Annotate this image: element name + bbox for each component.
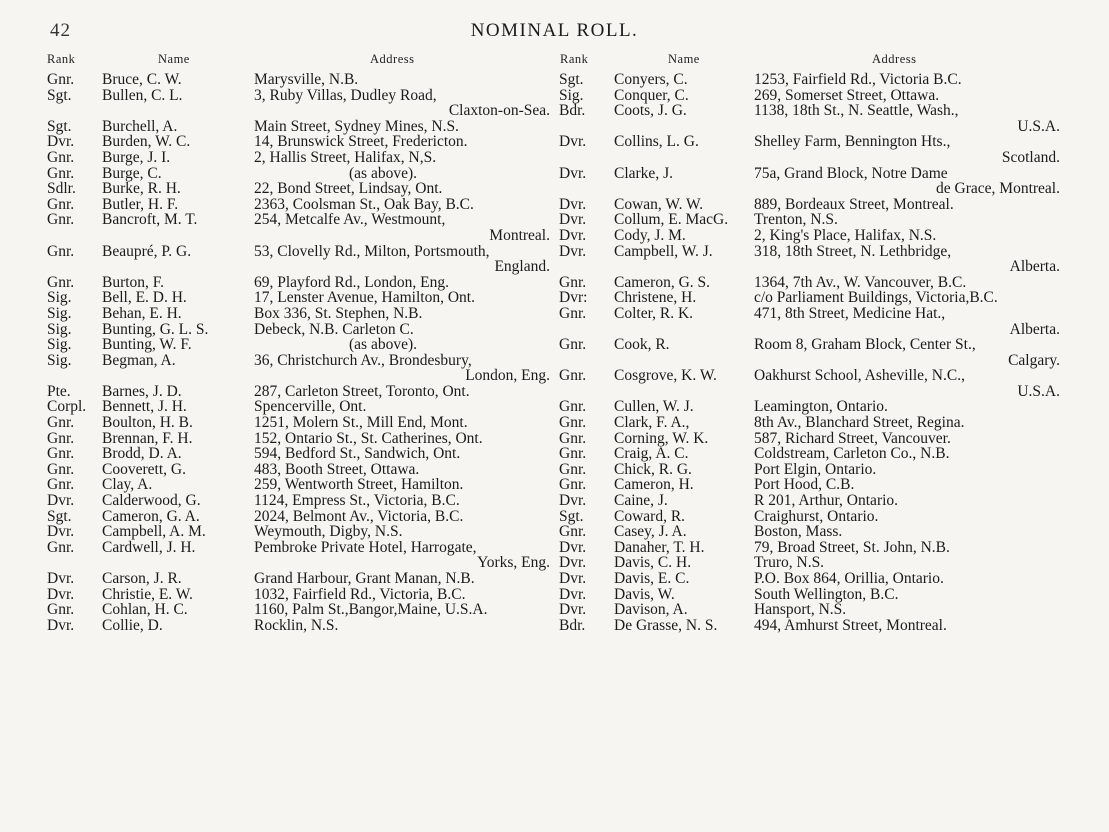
- name-line: Beaupré, P. G.: [102, 242, 192, 260]
- address-line: 1032, Fairfield Rd., Victoria, B.C.: [254, 585, 466, 603]
- address-line: Truro, N.S.: [754, 554, 825, 572]
- name-line: Carson, J. R.: [102, 570, 182, 587]
- rank-line: Gnr.: [47, 429, 75, 447]
- name-line: De Grasse, N. S.: [614, 616, 718, 634]
- name-line: Corning, W. K.: [614, 429, 709, 447]
- address-line: de Grace, Montreal.: [936, 180, 1060, 198]
- address-line: Boston, Mass.: [754, 523, 843, 541]
- name-line: Christene, H.: [614, 289, 697, 307]
- address-line: 152, Ontario St., St. Catherines, Ont.: [254, 429, 483, 447]
- rank-line: Bdr.: [559, 102, 586, 120]
- address-line: 14, Brunswick Street, Fredericton.: [254, 133, 468, 151]
- name-line: Coward, R.: [614, 507, 686, 525]
- rank-line: Gnr.: [559, 476, 587, 494]
- left-address-column: [254, 72, 550, 633]
- address-line: Trenton, N.S.: [754, 211, 838, 229]
- name-line: [614, 119, 752, 135]
- rank-line: [47, 228, 102, 244]
- address-line: Craighurst, Ontario.: [754, 507, 879, 525]
- address-line: Room 8, Graham Block, Center St.,: [754, 336, 976, 354]
- name-line: Bell, E. D. H.: [102, 289, 187, 307]
- address-line: 1124, Empress St., Victoria, B.C.: [254, 492, 460, 510]
- name-line: Collie, D.: [102, 616, 163, 634]
- header-name-right: Name: [668, 52, 700, 66]
- rank-line: Dvr.: [47, 523, 75, 541]
- rank-line: Gnr.: [47, 195, 75, 213]
- right-address-column: [754, 72, 1060, 633]
- name-line: [614, 150, 752, 166]
- rank-line: Gnr.: [559, 336, 587, 354]
- rank-line: Gnr.: [47, 164, 75, 182]
- address-line: 22, Bond Street, Lindsay, Ont.: [254, 180, 443, 198]
- name-line: Burton, F.: [102, 273, 165, 291]
- name-line: Bancroft, M. T.: [102, 211, 198, 229]
- name-line: Davis, C. H.: [614, 554, 692, 572]
- name-line: [614, 259, 752, 275]
- rank-line: [559, 353, 614, 369]
- name-line: Coots, J. G.: [614, 102, 687, 120]
- rank-line: Gnr.: [47, 538, 75, 556]
- name-line: Clarke, J.: [614, 164, 673, 182]
- rank-line: Gnr.: [559, 445, 587, 463]
- rank-line: Bdr.: [559, 616, 586, 634]
- address-line: 1253, Fairfield Rd., Victoria B.C.: [754, 71, 962, 88]
- address-line: 75a, Grand Block, Notre Dame: [754, 164, 948, 182]
- address-line: Leamington, Ontario.: [754, 398, 888, 416]
- name-line: Clark, F. A.,: [614, 414, 690, 432]
- address-line: Port Elgin, Ontario.: [754, 460, 877, 478]
- name-line: Cody, J. M.: [614, 226, 686, 244]
- rank-line: Gnr.: [559, 367, 587, 385]
- rank-line: Gnr.: [47, 211, 75, 229]
- rank-line: Sgt.: [47, 117, 72, 135]
- address-line: 2024, Belmont Av., Victoria, B.C.: [254, 507, 464, 525]
- address-line: U.S.A.: [1017, 382, 1060, 400]
- rank-line: Gnr.: [47, 71, 75, 88]
- rank-line: Sig.: [47, 289, 72, 307]
- rank-line: Gnr.: [559, 398, 587, 416]
- address-line: c/o Parliament Buildings, Victoria,B.C.: [754, 289, 998, 307]
- header-address-left: Address: [370, 52, 415, 66]
- address-line: 17, Lenster Avenue, Hamilton, Ont.: [254, 289, 475, 307]
- name-line: Davison, A.: [614, 601, 688, 619]
- address-line: Coldstream, Carleton Co., N.B.: [754, 445, 950, 463]
- rank-line: [559, 259, 614, 275]
- name-line: Davis, W.: [614, 585, 675, 603]
- rank-line: Dvr:: [559, 289, 588, 307]
- rank-line: Gnr.: [47, 445, 75, 463]
- rank-line: Dvr.: [47, 492, 75, 510]
- address-line: Port Hood, C.B.: [754, 476, 855, 494]
- rank-line: [559, 150, 614, 166]
- name-line: Conyers, C.: [614, 71, 688, 88]
- name-line: [614, 384, 752, 400]
- address-line: London, Eng.: [465, 367, 550, 385]
- name-line: Bennett, J. H.: [102, 398, 187, 416]
- rank-line: Gnr.: [559, 460, 587, 478]
- rank-line: [47, 259, 102, 275]
- header-rank-left: Rank: [47, 52, 76, 66]
- name-line: Butler, H. F.: [102, 195, 179, 213]
- rank-line: Gnr.: [559, 273, 587, 291]
- page-number: 42: [50, 20, 71, 41]
- address-line: (as above).: [349, 164, 417, 182]
- name-line: Bunting, G. L. S.: [102, 320, 209, 338]
- address-line: 8th Av., Blanchard Street, Regina.: [754, 414, 965, 432]
- name-line: Davis, E. C.: [614, 570, 690, 587]
- rank-line: Gnr.: [47, 414, 75, 432]
- rank-line: Gnr.: [559, 523, 587, 541]
- rank-line: Dvr.: [559, 601, 587, 619]
- address-line: Shelley Farm, Bennington Hts.,: [754, 133, 951, 151]
- rank-line: Sig.: [47, 320, 72, 338]
- name-line: [102, 259, 252, 275]
- name-line: Cook, R.: [614, 336, 670, 354]
- name-line: [102, 103, 252, 119]
- name-line: Bullen, C. L.: [102, 86, 183, 104]
- rank-line: Sig.: [47, 351, 72, 369]
- rank-line: Dvr.: [47, 585, 75, 603]
- rank-line: Dvr.: [559, 133, 587, 151]
- name-line: Casey, J. A.: [614, 523, 687, 541]
- address-line: 36, Christchurch Av., Brondesbury,: [254, 351, 472, 369]
- name-line: Burden, W. C.: [102, 133, 191, 151]
- rank-line: Dvr.: [559, 570, 587, 587]
- address-line: 494, Amhurst Street, Montreal.: [754, 616, 947, 634]
- address-line: Marysville, N.B.: [254, 71, 359, 88]
- rank-line: Dvr.: [559, 492, 587, 510]
- rank-line: Dvr.: [559, 211, 587, 229]
- name-line: Burchell, A.: [102, 117, 178, 135]
- rank-line: Dvr.: [559, 195, 587, 213]
- address-line: 2, Hallis Street, Halifax, N,S.: [254, 148, 437, 166]
- rank-line: Dvr.: [559, 585, 587, 603]
- name-line: Cameron, H.: [614, 476, 694, 494]
- rank-line: Dvr.: [47, 616, 75, 634]
- address-line: 79, Broad Street, St. John, N.B.: [754, 538, 950, 556]
- name-line: Campbell, A. M.: [102, 523, 206, 541]
- name-line: [614, 181, 752, 197]
- rank-line: Dvr.: [47, 570, 75, 587]
- rank-line: Dvr.: [559, 242, 587, 260]
- address-line: Montreal.: [489, 226, 550, 244]
- address-line: Oakhurst School, Asheville, N.C.,: [754, 367, 965, 385]
- right-name-column: [614, 72, 752, 633]
- address-line: 254, Metcalfe Av., Westmount,: [254, 211, 446, 229]
- rank-line: Gnr.: [559, 414, 587, 432]
- address-line: Box 336, St. Stephen, N.B.: [254, 304, 423, 322]
- address-line: 1138, 18th St., N. Seattle, Wash.,: [754, 102, 959, 120]
- rank-line: [47, 103, 102, 119]
- name-line: [102, 228, 252, 244]
- rank-line: Gnr.: [47, 242, 75, 260]
- rank-line: Gnr.: [47, 476, 75, 494]
- left-rank-column: [47, 72, 102, 633]
- address-line: 1364, 7th Av., W. Vancouver, B.C.: [754, 273, 967, 291]
- name-line: Begman, A.: [102, 351, 176, 369]
- name-line: Behan, E. H.: [102, 304, 182, 322]
- name-line: Chick, R. G.: [614, 460, 692, 478]
- name-line: Calderwood, G.: [102, 492, 201, 510]
- rank-line: Sgt.: [47, 507, 72, 525]
- address-line: 1251, Molern St., Mill End, Mont.: [254, 414, 468, 432]
- name-line: Clay, A.: [102, 476, 153, 494]
- rank-line: Pte.: [47, 382, 71, 400]
- rank-line: Gnr.: [559, 429, 587, 447]
- name-line: Craig, A. C.: [614, 445, 689, 463]
- header-name-left: Name: [158, 52, 190, 66]
- address-line: Hansport, N.S.: [754, 601, 847, 619]
- rank-line: Sgt.: [559, 71, 584, 88]
- address-line: Pembroke Private Hotel, Harrogate,: [254, 538, 477, 556]
- name-line: Boulton, H. B.: [102, 414, 193, 432]
- name-line: [102, 368, 252, 384]
- address-line: Calgary.: [1008, 351, 1060, 369]
- address-line: Spencerville, Ont.: [254, 398, 367, 416]
- name-line: Brodd, D. A.: [102, 445, 182, 463]
- rank-line: [559, 384, 614, 400]
- address-line: 1160, Palm St.,Bangor,Maine, U.S.A.: [254, 601, 488, 619]
- name-line: Campbell, W. J.: [614, 242, 713, 260]
- address-line: Grand Harbour, Grant Manan, N.B.: [254, 570, 475, 587]
- name-line: Burge, C.: [102, 164, 162, 182]
- address-line: Main Street, Sydney Mines, N.S.: [254, 117, 459, 135]
- address-line: 269, Somerset Street, Ottawa.: [754, 86, 940, 104]
- rank-line: Sig.: [559, 86, 584, 104]
- address-line: 471, 8th Street, Medicine Hat.,: [754, 304, 946, 322]
- name-line: Barnes, J. D.: [102, 382, 182, 400]
- name-line: [614, 353, 752, 369]
- rank-line: Dvr.: [559, 538, 587, 556]
- address-line: England.: [494, 258, 550, 276]
- name-line: Cohlan, H. C.: [102, 601, 188, 619]
- rank-line: Sgt.: [47, 86, 72, 104]
- rank-line: [47, 555, 102, 571]
- header-rank-right: Rank: [560, 52, 589, 66]
- address-line: Scotland.: [1001, 148, 1060, 166]
- address-line: 318, 18th Street, N. Lethbridge,: [754, 242, 952, 260]
- rank-line: [559, 119, 614, 135]
- address-line: Alberta.: [1009, 320, 1060, 338]
- name-line: Cameron, G. S.: [614, 273, 711, 291]
- rank-line: Gnr.: [47, 601, 75, 619]
- left-name-column: [102, 72, 252, 633]
- rank-line: Gnr.: [559, 304, 587, 322]
- right-rank-column: [559, 72, 614, 633]
- name-line: Danaher, T. H.: [614, 538, 705, 556]
- name-line: Christie, E. W.: [102, 585, 193, 603]
- name-line: Cooverett, G.: [102, 460, 186, 478]
- rank-line: Dvr.: [559, 226, 587, 244]
- address-line: 2, King's Place, Halifax, N.S.: [754, 226, 937, 244]
- name-line: Cosgrove, K. W.: [614, 367, 717, 385]
- name-line: [102, 555, 252, 571]
- rank-line: [559, 181, 614, 197]
- name-line: Burge, J. I.: [102, 148, 171, 166]
- rank-line: Dvr.: [559, 554, 587, 572]
- name-line: Bunting, W. F.: [102, 336, 192, 354]
- address-line: 2363, Coolsman St., Oak Bay, B.C.: [254, 195, 474, 213]
- name-line: Cameron, G. A.: [102, 507, 200, 525]
- address-line: 483, Booth Street, Ottawa.: [254, 460, 420, 478]
- address-line: 889, Bordeaux Street, Montreal.: [754, 195, 954, 213]
- rank-line: [47, 368, 102, 384]
- address-line: 69, Playford Rd., London, Eng.: [254, 273, 450, 291]
- address-line: 287, Carleton Street, Toronto, Ont.: [254, 382, 470, 400]
- name-line: Cardwell, J. H.: [102, 538, 196, 556]
- name-line: Conquer, C.: [614, 86, 689, 104]
- name-line: Brennan, F. H.: [102, 429, 193, 447]
- rank-line: Gnr.: [47, 460, 75, 478]
- rank-line: Dvr.: [47, 133, 75, 151]
- name-line: [614, 322, 752, 338]
- address-line: 594, Bedford St., Sandwich, Ont.: [254, 445, 461, 463]
- rank-line: Gnr.: [47, 273, 75, 291]
- address-line: Debeck, N.B. Carleton C.: [254, 320, 414, 338]
- address-line: Alberta.: [1009, 258, 1060, 276]
- address-line: P.O. Box 864, Orillia, Ontario.: [754, 570, 944, 587]
- address-line: Claxton-on-Sea.: [448, 102, 550, 120]
- address-line: South Wellington, B.C.: [754, 585, 899, 603]
- rank-line: Sig.: [47, 336, 72, 354]
- address-line: 587, Richard Street, Vancouver.: [754, 429, 951, 447]
- rank-line: Corpl.: [47, 398, 87, 416]
- name-line: Cowan, W. W.: [614, 195, 704, 213]
- address-line: Yorks, Eng.: [477, 554, 550, 572]
- name-line: Bruce, C. W.: [102, 71, 182, 88]
- name-line: Collum, E. MacG.: [614, 211, 729, 229]
- name-line: Colter, R. K.: [614, 304, 694, 322]
- address-line: 53, Clovelly Rd., Milton, Portsmouth,: [254, 242, 490, 260]
- rank-line: Sgt.: [559, 507, 584, 525]
- header-address-right: Address: [872, 52, 917, 66]
- address-line: Rocklin, N.S.: [254, 616, 339, 634]
- rank-line: [559, 322, 614, 338]
- address-line: Weymouth, Digby, N.S.: [254, 523, 403, 541]
- rank-line: Sdlr.: [47, 180, 76, 198]
- address-line: R 201, Arthur, Ontario.: [754, 492, 899, 510]
- address-line: U.S.A.: [1017, 117, 1060, 135]
- address-line: (as above).: [349, 336, 417, 354]
- address-line: 259, Wentworth Street, Hamilton.: [254, 476, 464, 494]
- rank-line: Gnr.: [47, 148, 75, 166]
- name-line: Caine, J.: [614, 492, 668, 510]
- page-title: NOMINAL ROLL.: [470, 20, 639, 41]
- rank-line: Sig.: [47, 304, 72, 322]
- name-line: Collins, L. G.: [614, 133, 699, 151]
- name-line: Cullen, W. J.: [614, 398, 694, 416]
- name-line: Burke, R. H.: [102, 180, 181, 198]
- rank-line: Dvr.: [559, 164, 587, 182]
- address-line: 3, Ruby Villas, Dudley Road,: [254, 86, 437, 104]
